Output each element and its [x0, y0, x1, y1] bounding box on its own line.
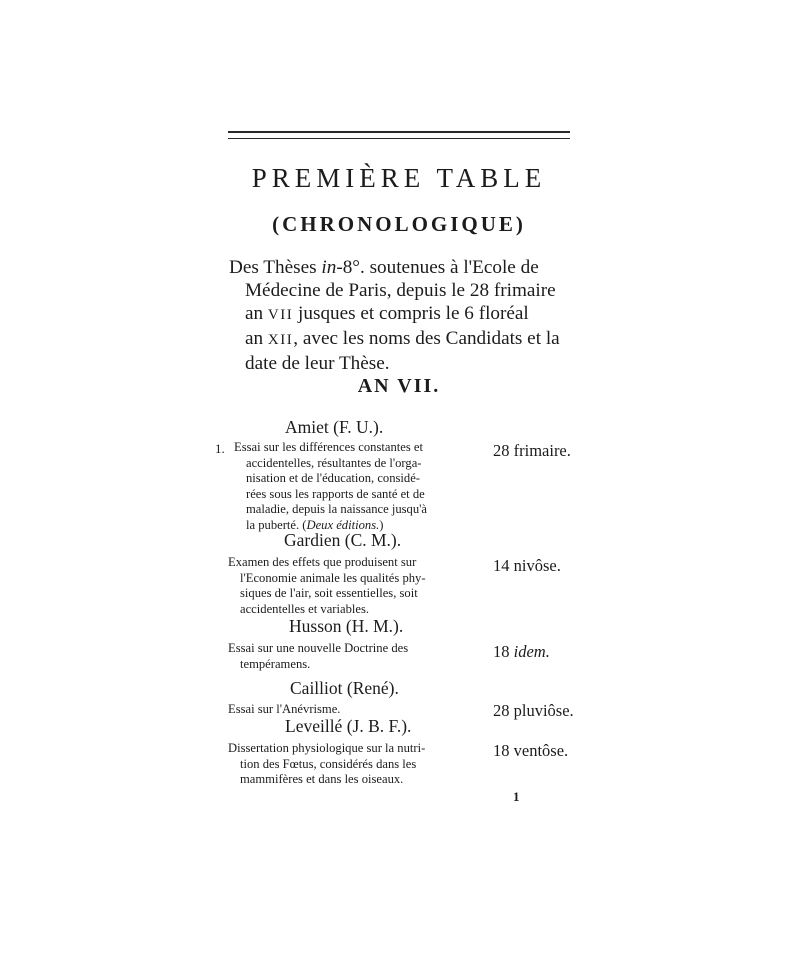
thesis-line: nisation et de l'éducation, considé- — [246, 471, 420, 486]
candidate-name: Husson (H. M.). — [289, 616, 404, 636]
thesis-line: l'Economie animale les qualités phy- — [240, 570, 426, 585]
intro-line-1 — [229, 256, 589, 279]
thesis-editions-note: Deux éditions. — [306, 517, 380, 532]
entry-number: 1. — [215, 441, 225, 456]
thesis-line: accidentelles, résultantes de l'orga- — [246, 455, 422, 470]
thesis-line: rées sous les rapports de santé et de — [246, 486, 425, 501]
thesis-date: 28 pluviôse. — [493, 701, 574, 720]
page-subtitle: (CHRONOLOGIQUE) — [272, 212, 526, 236]
candidate-name: Gardien (C. M.). — [284, 530, 402, 550]
intro-year-numeral: VII — [267, 307, 294, 323]
thesis-date: 28 frimaire. — [493, 441, 571, 460]
intro-paragraph — [229, 256, 589, 375]
intro-text: an — [245, 303, 268, 324]
thesis-line: Essai sur les différences constantes et — [234, 440, 423, 454]
intro-text: -8°. soutenues à l'Ecole de — [336, 257, 539, 278]
thesis-title — [228, 641, 408, 672]
page-title: PREMIÈRE TABLE — [251, 163, 547, 193]
signature-mark: 1 — [513, 789, 520, 804]
thesis-title — [234, 440, 427, 534]
thesis-title — [228, 555, 426, 617]
header-double-rule-bottom — [228, 138, 570, 139]
header-double-rule-top — [228, 131, 570, 133]
year-heading: AN VII. — [357, 375, 441, 397]
candidate-name: Cailliot (René). — [290, 678, 399, 698]
intro-text: jusques et compris le 6 floréal — [293, 303, 529, 324]
intro-format-italic: in — [321, 257, 337, 278]
candidate-name: Leveillé (J. B. F.). — [285, 716, 412, 736]
thesis-line: accidentelles et variables. — [240, 601, 370, 616]
intro-line-5: date de leur Thèse. — [245, 353, 390, 374]
candidate-name: Amiet (F. U.). — [285, 417, 384, 437]
thesis-date: 18 ventôse. — [493, 741, 569, 760]
intro-line-2: Médecine de Paris, depuis le 28 frimaire — [245, 280, 556, 301]
thesis-line: maladie, depuis la naissance jusqu'à — [246, 502, 427, 517]
thesis-title — [228, 741, 425, 788]
intro-line-3 — [229, 302, 589, 327]
intro-year-numeral: XII — [267, 332, 294, 348]
intro-text: , avec les noms des Candidats et la — [293, 328, 560, 349]
thesis-line: tempéramens. — [240, 656, 311, 671]
thesis-line: mammifères et dans les oiseaux. — [240, 772, 404, 787]
thesis-text: ) — [379, 517, 384, 532]
thesis-line: Essai sur l'Anévrisme. — [228, 702, 341, 716]
thesis-line: Examen des effets que produisent sur — [228, 555, 417, 569]
intro-text: an — [245, 328, 268, 349]
thesis-line: tion des Fœtus, considérés dans les — [240, 756, 417, 771]
intro-text: Des Thèses — [229, 257, 322, 278]
thesis-line: siques de l'air, soit essentielles, soit — [240, 586, 418, 601]
thesis-line: Essai sur une nouvelle Doctrine des — [228, 641, 409, 655]
intro-line-4 — [229, 327, 589, 352]
date-idem: idem. — [513, 642, 550, 661]
date-day: 18 — [493, 642, 514, 661]
thesis-text: la puberté. ( — [246, 517, 307, 532]
thesis-line: Dissertation physiologique sur la nutri- — [228, 741, 426, 755]
thesis-date: 14 nivôse. — [493, 556, 561, 575]
thesis-date — [493, 642, 550, 662]
